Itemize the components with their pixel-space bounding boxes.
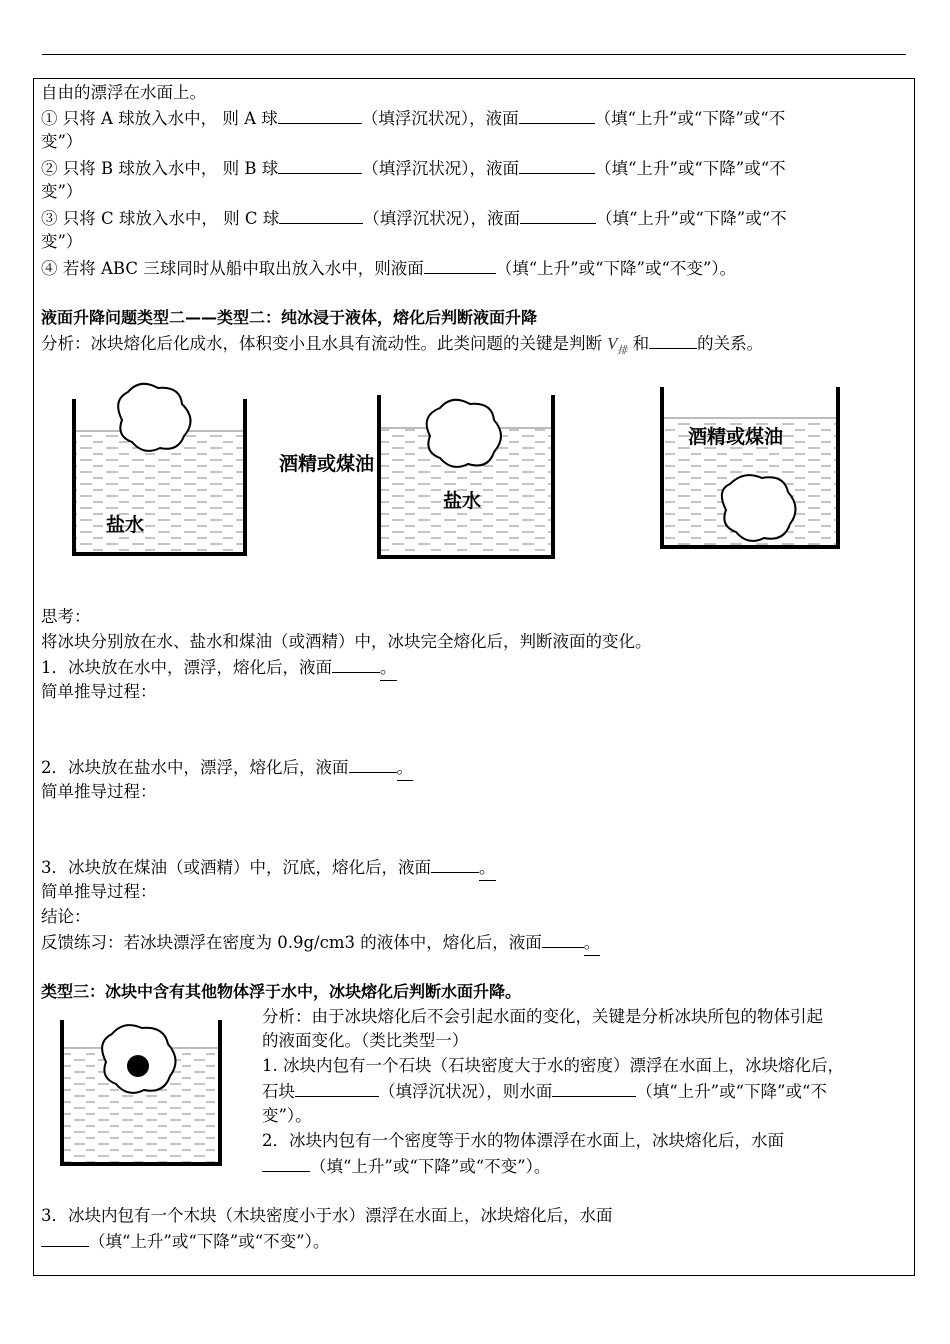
line-text: 简单推导过程：	[41, 682, 157, 701]
answer-blank[interactable]	[519, 106, 595, 124]
ice-cube-3	[722, 475, 796, 541]
answer-blank[interactable]	[41, 1229, 89, 1247]
question-t3	[41, 855, 496, 881]
question-s3	[41, 1229, 329, 1254]
line-text: 简单推导过程：	[41, 782, 157, 801]
q-text: ③ 只将 C 球放入水中， 则 C 球	[41, 209, 280, 228]
q-text: （填“上升”或“下降”或“不	[594, 159, 786, 178]
analysis-text: 的关系。	[697, 334, 764, 353]
line-text: 将冰块分别放在水、盐水和煤油（或酒精）中，冰块完全熔化后，判断液面的变化。	[41, 632, 652, 651]
text-line	[262, 1104, 312, 1128]
q-text: ① 只将 A 球放入水中， 则 A 球	[41, 109, 278, 128]
q-text: 3．冰块放在煤油（或酒精）中，沉底，熔化后，液面	[41, 858, 431, 877]
answer-blank[interactable]	[519, 156, 595, 174]
q-text: ② 只将 B 球放入水中， 则 B 球	[41, 159, 279, 178]
line-text: 结论：	[41, 907, 91, 926]
beaker-1	[74, 384, 245, 554]
ice-cube-1	[118, 384, 190, 451]
label-salt-water-1: 盐水	[106, 514, 145, 536]
question-s1	[262, 1079, 827, 1104]
q-text: 1．冰块放在水中，漂浮，熔化后，液面	[41, 658, 332, 677]
answer-blank[interactable]	[278, 106, 362, 124]
text-line	[41, 230, 82, 254]
question-2	[41, 156, 786, 181]
line-text: 简单推导过程：	[41, 882, 157, 901]
text-line	[41, 880, 157, 904]
text-line	[41, 780, 157, 804]
text-line	[262, 1029, 468, 1053]
ice-with-stone-figure	[50, 1010, 230, 1170]
q-text: （填“上升”或“下降”或“不变”）。	[310, 1157, 551, 1176]
answer-blank[interactable]	[332, 655, 380, 673]
q-text: （填“上升”或“下降”或“不变”）。	[89, 1232, 330, 1251]
line-text: 变”）。	[262, 1106, 312, 1125]
text-line	[262, 1005, 823, 1029]
text-line	[41, 180, 82, 204]
q-text: 。	[479, 856, 496, 881]
section-heading-type3: 类型三：冰块中含有其他物体浮于水中，冰块熔化后判断水面升降。	[41, 982, 522, 1001]
beaker-3	[662, 387, 838, 547]
beaker-2	[379, 395, 553, 557]
q-text: 2．冰块放在盐水中，漂浮，熔化后，液面	[41, 758, 349, 777]
answer-blank[interactable]	[279, 206, 363, 224]
analysis-type2	[41, 331, 763, 363]
text-line	[41, 1204, 613, 1228]
answer-blank[interactable]	[552, 1079, 636, 1097]
answer-blank[interactable]	[649, 331, 697, 349]
v-subscript: 排	[617, 345, 628, 357]
question-s2	[262, 1154, 550, 1179]
answer-blank[interactable]	[520, 206, 596, 224]
line-text: 变”）	[41, 232, 83, 251]
label-alcohol-1: 酒精或煤油	[279, 453, 375, 475]
q-text: （填浮沉状况），液面	[361, 109, 519, 128]
feedback-exercise	[41, 930, 600, 956]
q-text: （填浮沉状况），液面	[362, 159, 519, 178]
line-text: 3．冰块内包有一个木块（木块密度小于水）漂浮在水面上，冰块熔化后，水面	[41, 1206, 613, 1225]
text-line	[262, 1054, 844, 1078]
q-text: 反馈练习：若冰块漂浮在密度为 0.9g/cm3 的液体中，熔化后，液面	[41, 933, 542, 952]
stone-icon	[127, 1055, 149, 1077]
answer-blank[interactable]	[295, 1079, 379, 1097]
q-text: （填“上升”或“下降”或“不	[636, 1082, 827, 1101]
label-alcohol-2: 酒精或煤油	[688, 426, 784, 448]
answer-blank[interactable]	[278, 156, 362, 174]
answer-blank[interactable]	[542, 930, 584, 948]
text-line	[41, 630, 652, 654]
text-line	[41, 605, 91, 629]
question-4	[41, 256, 736, 281]
line-text: 自由的漂浮在水面上。	[41, 83, 206, 102]
header-rule	[42, 54, 906, 55]
text-line	[41, 130, 82, 154]
q-text: （填“上升”或“下降”或“不变”）。	[495, 259, 737, 278]
v-symbol: V	[607, 334, 618, 353]
q-text: 石块	[262, 1082, 295, 1101]
q-text: （填浮沉状况），液面	[363, 209, 520, 228]
question-t2	[41, 755, 413, 781]
line-text: 变”）	[41, 132, 83, 151]
question-1	[41, 106, 785, 131]
ice-beakers-figure	[0, 375, 950, 565]
q-text: （填浮沉状况），则水面	[379, 1082, 553, 1101]
analysis-text: 分析：冰块熔化后化成水，体积变小且水具有流动性。此类问题的关键是判断	[41, 334, 602, 353]
question-t1	[41, 655, 397, 681]
line-text: 思考：	[41, 607, 91, 626]
q-text: 。	[380, 656, 397, 681]
line-text: 分析：由于冰块熔化后不会引起水面的变化，关键是分析冰块所包的物体引起	[262, 1007, 823, 1026]
line-text: 变”）	[41, 182, 83, 201]
label-salt-water-2: 盐水	[443, 490, 482, 512]
q-text: （填“上升”或“下降”或“不	[595, 209, 787, 228]
answer-blank[interactable]	[349, 755, 397, 773]
ice-cube-2	[427, 400, 501, 467]
line-text: 的液面变化。（类比类型一）	[262, 1031, 469, 1050]
question-3	[41, 206, 787, 231]
answer-blank[interactable]	[262, 1154, 310, 1172]
q-text: （填“上升”或“下降”或“不	[594, 109, 786, 128]
analysis-text: 和	[627, 334, 650, 353]
text-line	[41, 81, 206, 105]
answer-blank[interactable]	[424, 256, 496, 274]
q-text: 。	[584, 931, 601, 956]
q-text: 。	[397, 756, 414, 781]
q-text: ④ 若将 ABC 三球同时从船中取出放入水中，则液面	[41, 259, 424, 278]
line-text: 1. 冰块内包有一个石块（石块密度大于水的密度）漂浮在水面上，冰块熔化后，	[262, 1056, 844, 1075]
text-line	[41, 680, 157, 704]
answer-blank[interactable]	[431, 855, 479, 873]
text-line	[262, 1129, 784, 1153]
text-line	[41, 905, 91, 929]
section-heading-type2: 液面升降问题类型二——类型二：纯冰浸于液体，熔化后判断液面升降	[41, 308, 538, 327]
line-text: 2．冰块内包有一个密度等于水的物体漂浮在水面上，冰块熔化后，水面	[262, 1131, 784, 1150]
